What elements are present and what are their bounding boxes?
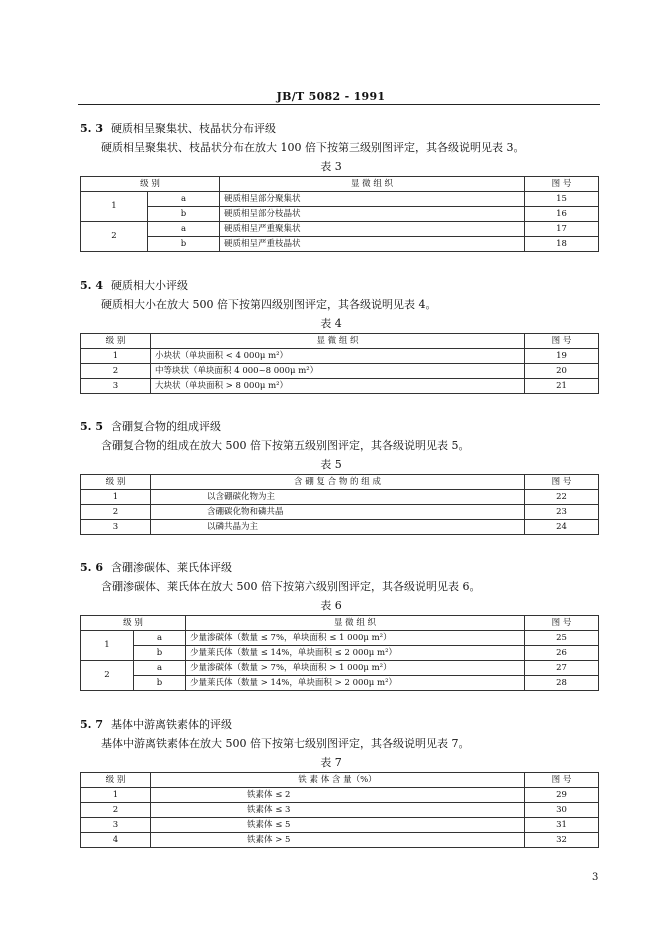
table-row (81, 192, 599, 207)
table-caption: 表 5 (320, 458, 342, 471)
header-figure: 图 号 (525, 334, 599, 349)
grade-cell: 1 (81, 349, 151, 364)
grade-cell: 3 (81, 379, 151, 394)
section-paragraph: 硬质相大小在放大 500 倍下按第四级别图评定，其各级说明见表 4。 (101, 298, 437, 311)
grade-cell: 2 (81, 222, 148, 252)
figure-cell: 21 (525, 379, 599, 394)
desc-cell: 硬质相呈部分枝晶状 (220, 207, 525, 222)
figure-cell: 16 (525, 207, 599, 222)
desc-cell: 大块状（单块面积 > 8 000μ m²） (151, 379, 525, 394)
figure-cell: 25 (525, 631, 599, 646)
table-row (81, 505, 599, 520)
desc-cell: 少量莱氏体（数量 > 14%，单块面积 > 2 000μ m²） (186, 676, 525, 691)
section-heading (80, 120, 276, 136)
desc-cell: 中等块状（单块面积 4 000~8 000μ m²） (151, 364, 525, 379)
section-title: 含硼渗碳体、莱氏体评级 (110, 561, 232, 574)
section-heading (80, 716, 232, 732)
header-structure: 显 微 组 织 (220, 177, 525, 192)
table-6 (80, 615, 599, 691)
table-7 (80, 772, 599, 848)
table-caption: 表 3 (320, 160, 342, 173)
section-title: 含硼复合物的组成评级 (110, 420, 221, 433)
sub-grade-cell: b (134, 676, 186, 691)
grade-cell: 2 (81, 661, 134, 691)
table-caption: 表 4 (320, 317, 342, 330)
header-ferrite-content: 铁 素 体 含 量（%） (151, 773, 525, 788)
sub-grade-cell: a (148, 192, 220, 207)
desc-cell: 铁素体 > 5 (151, 833, 525, 848)
grade-cell: 1 (81, 788, 151, 803)
table-caption: 表 7 (320, 756, 342, 769)
table-header-row (81, 177, 599, 192)
figure-cell: 27 (525, 661, 599, 676)
sub-grade-cell: a (134, 631, 186, 646)
section-number: 5. 7 (80, 718, 103, 731)
figure-cell: 30 (525, 803, 599, 818)
table-row (81, 379, 599, 394)
section-paragraph: 基体中游离铁素体在放大 500 倍下按第七级别图评定，其各级说明见表 7。 (101, 737, 470, 750)
table-row (81, 520, 599, 535)
sub-grade-cell: b (148, 207, 220, 222)
table-row (81, 237, 599, 252)
figure-cell: 26 (525, 646, 599, 661)
figure-cell: 28 (525, 676, 599, 691)
grade-cell: 1 (81, 631, 134, 661)
desc-cell: 硬质相呈部分聚集状 (220, 192, 525, 207)
figure-cell: 20 (525, 364, 599, 379)
header-figure: 图 号 (525, 616, 599, 631)
grade-cell: 3 (81, 520, 151, 535)
section-number: 5. 5 (80, 420, 103, 433)
table-row (81, 631, 599, 646)
grade-cell: 1 (81, 192, 148, 222)
page-number: 3 (592, 872, 599, 883)
section-heading (80, 418, 221, 434)
header-grade: 级 别 (81, 177, 220, 192)
table-row (81, 818, 599, 833)
figure-cell: 31 (525, 818, 599, 833)
figure-cell: 18 (525, 237, 599, 252)
grade-cell: 1 (81, 490, 151, 505)
figure-cell: 23 (525, 505, 599, 520)
desc-cell: 铁素体 ≤ 5 (151, 818, 525, 833)
section-number: 5. 6 (80, 561, 103, 574)
section-title: 硬质相呈聚集状、枝晶状分布评级 (110, 122, 276, 135)
header-grade: 级 别 (81, 616, 186, 631)
desc-cell: 硬质相呈严重聚集状 (220, 222, 525, 237)
table-3 (80, 176, 599, 252)
table-row (81, 833, 599, 848)
figure-cell: 17 (525, 222, 599, 237)
table-row (81, 349, 599, 364)
section-paragraph: 含硼复合物的组成在放大 500 倍下按第五级别图评定，其各级说明见表 5。 (101, 439, 470, 452)
table-row (81, 646, 599, 661)
figure-cell: 19 (525, 349, 599, 364)
figure-cell: 22 (525, 490, 599, 505)
table-row (81, 803, 599, 818)
figure-cell: 29 (525, 788, 599, 803)
grade-cell: 3 (81, 818, 151, 833)
header-grade: 级 别 (81, 773, 151, 788)
header-figure: 图 号 (525, 177, 599, 192)
table-caption: 表 6 (320, 599, 342, 612)
desc-cell: 小块状（单块面积 < 4 000μ m²） (151, 349, 525, 364)
header-structure: 显 微 组 织 (186, 616, 525, 631)
grade-cell: 4 (81, 833, 151, 848)
desc-cell: 铁素体 ≤ 3 (151, 803, 525, 818)
grade-cell: 2 (81, 803, 151, 818)
header-figure: 图 号 (525, 475, 599, 490)
desc-cell: 硬质相呈严重枝晶状 (220, 237, 525, 252)
sub-grade-cell: b (134, 646, 186, 661)
section-number: 5. 3 (80, 122, 103, 135)
figure-cell: 24 (525, 520, 599, 535)
figure-cell: 15 (525, 192, 599, 207)
header-grade: 级 别 (81, 475, 151, 490)
table-row (81, 207, 599, 222)
section-title: 硬质相大小评级 (110, 279, 188, 292)
table-header-row (81, 773, 599, 788)
header-figure: 图 号 (525, 773, 599, 788)
table-header-row (81, 334, 599, 349)
section-title: 基体中游离铁素体的评级 (110, 718, 232, 731)
grade-cell: 2 (81, 364, 151, 379)
table-row (81, 661, 599, 676)
desc-cell: 少量渗碳体（数量 > 7%，单块面积 > 1 000μ m²） (186, 661, 525, 676)
table-row (81, 490, 599, 505)
section-heading (80, 277, 188, 293)
desc-cell: 以含硼碳化物为主 (151, 490, 525, 505)
section-paragraph: 含硼渗碳体、莱氏体在放大 500 倍下按第六级别图评定，其各级说明见表 6。 (101, 580, 481, 593)
table-5 (80, 474, 599, 535)
table-row (81, 222, 599, 237)
desc-cell: 以磷共晶为主 (151, 520, 525, 535)
header-grade: 级 别 (81, 334, 151, 349)
sub-grade-cell: a (148, 222, 220, 237)
sub-grade-cell: a (134, 661, 186, 676)
table-row (81, 676, 599, 691)
table-header-row (81, 616, 599, 631)
table-4 (80, 333, 599, 394)
section-heading (80, 559, 232, 575)
desc-cell: 少量渗碳体（数量 ≤ 7%，单块面积 ≤ 1 000μ m²） (186, 631, 525, 646)
desc-cell: 铁素体 ≤ 2 (151, 788, 525, 803)
header-structure: 显 微 组 织 (151, 334, 525, 349)
header-rule (78, 104, 600, 105)
header-composition: 含 硼 复 合 物 的 组 成 (151, 475, 525, 490)
table-row (81, 788, 599, 803)
document-header: JB/T 5082 - 1991 (276, 90, 386, 103)
section-number: 5. 4 (80, 279, 103, 292)
table-header-row (81, 475, 599, 490)
section-paragraph: 硬质相呈聚集状、枝晶状分布在放大 100 倍下按第三级别图评定，其各级说明见表 3。 (101, 141, 525, 154)
table-row (81, 364, 599, 379)
desc-cell: 含硼碳化物和磷共晶 (151, 505, 525, 520)
grade-cell: 2 (81, 505, 151, 520)
figure-cell: 32 (525, 833, 599, 848)
desc-cell: 少量莱氏体（数量 ≤ 14%，单块面积 ≤ 2 000μ m²） (186, 646, 525, 661)
sub-grade-cell: b (148, 237, 220, 252)
